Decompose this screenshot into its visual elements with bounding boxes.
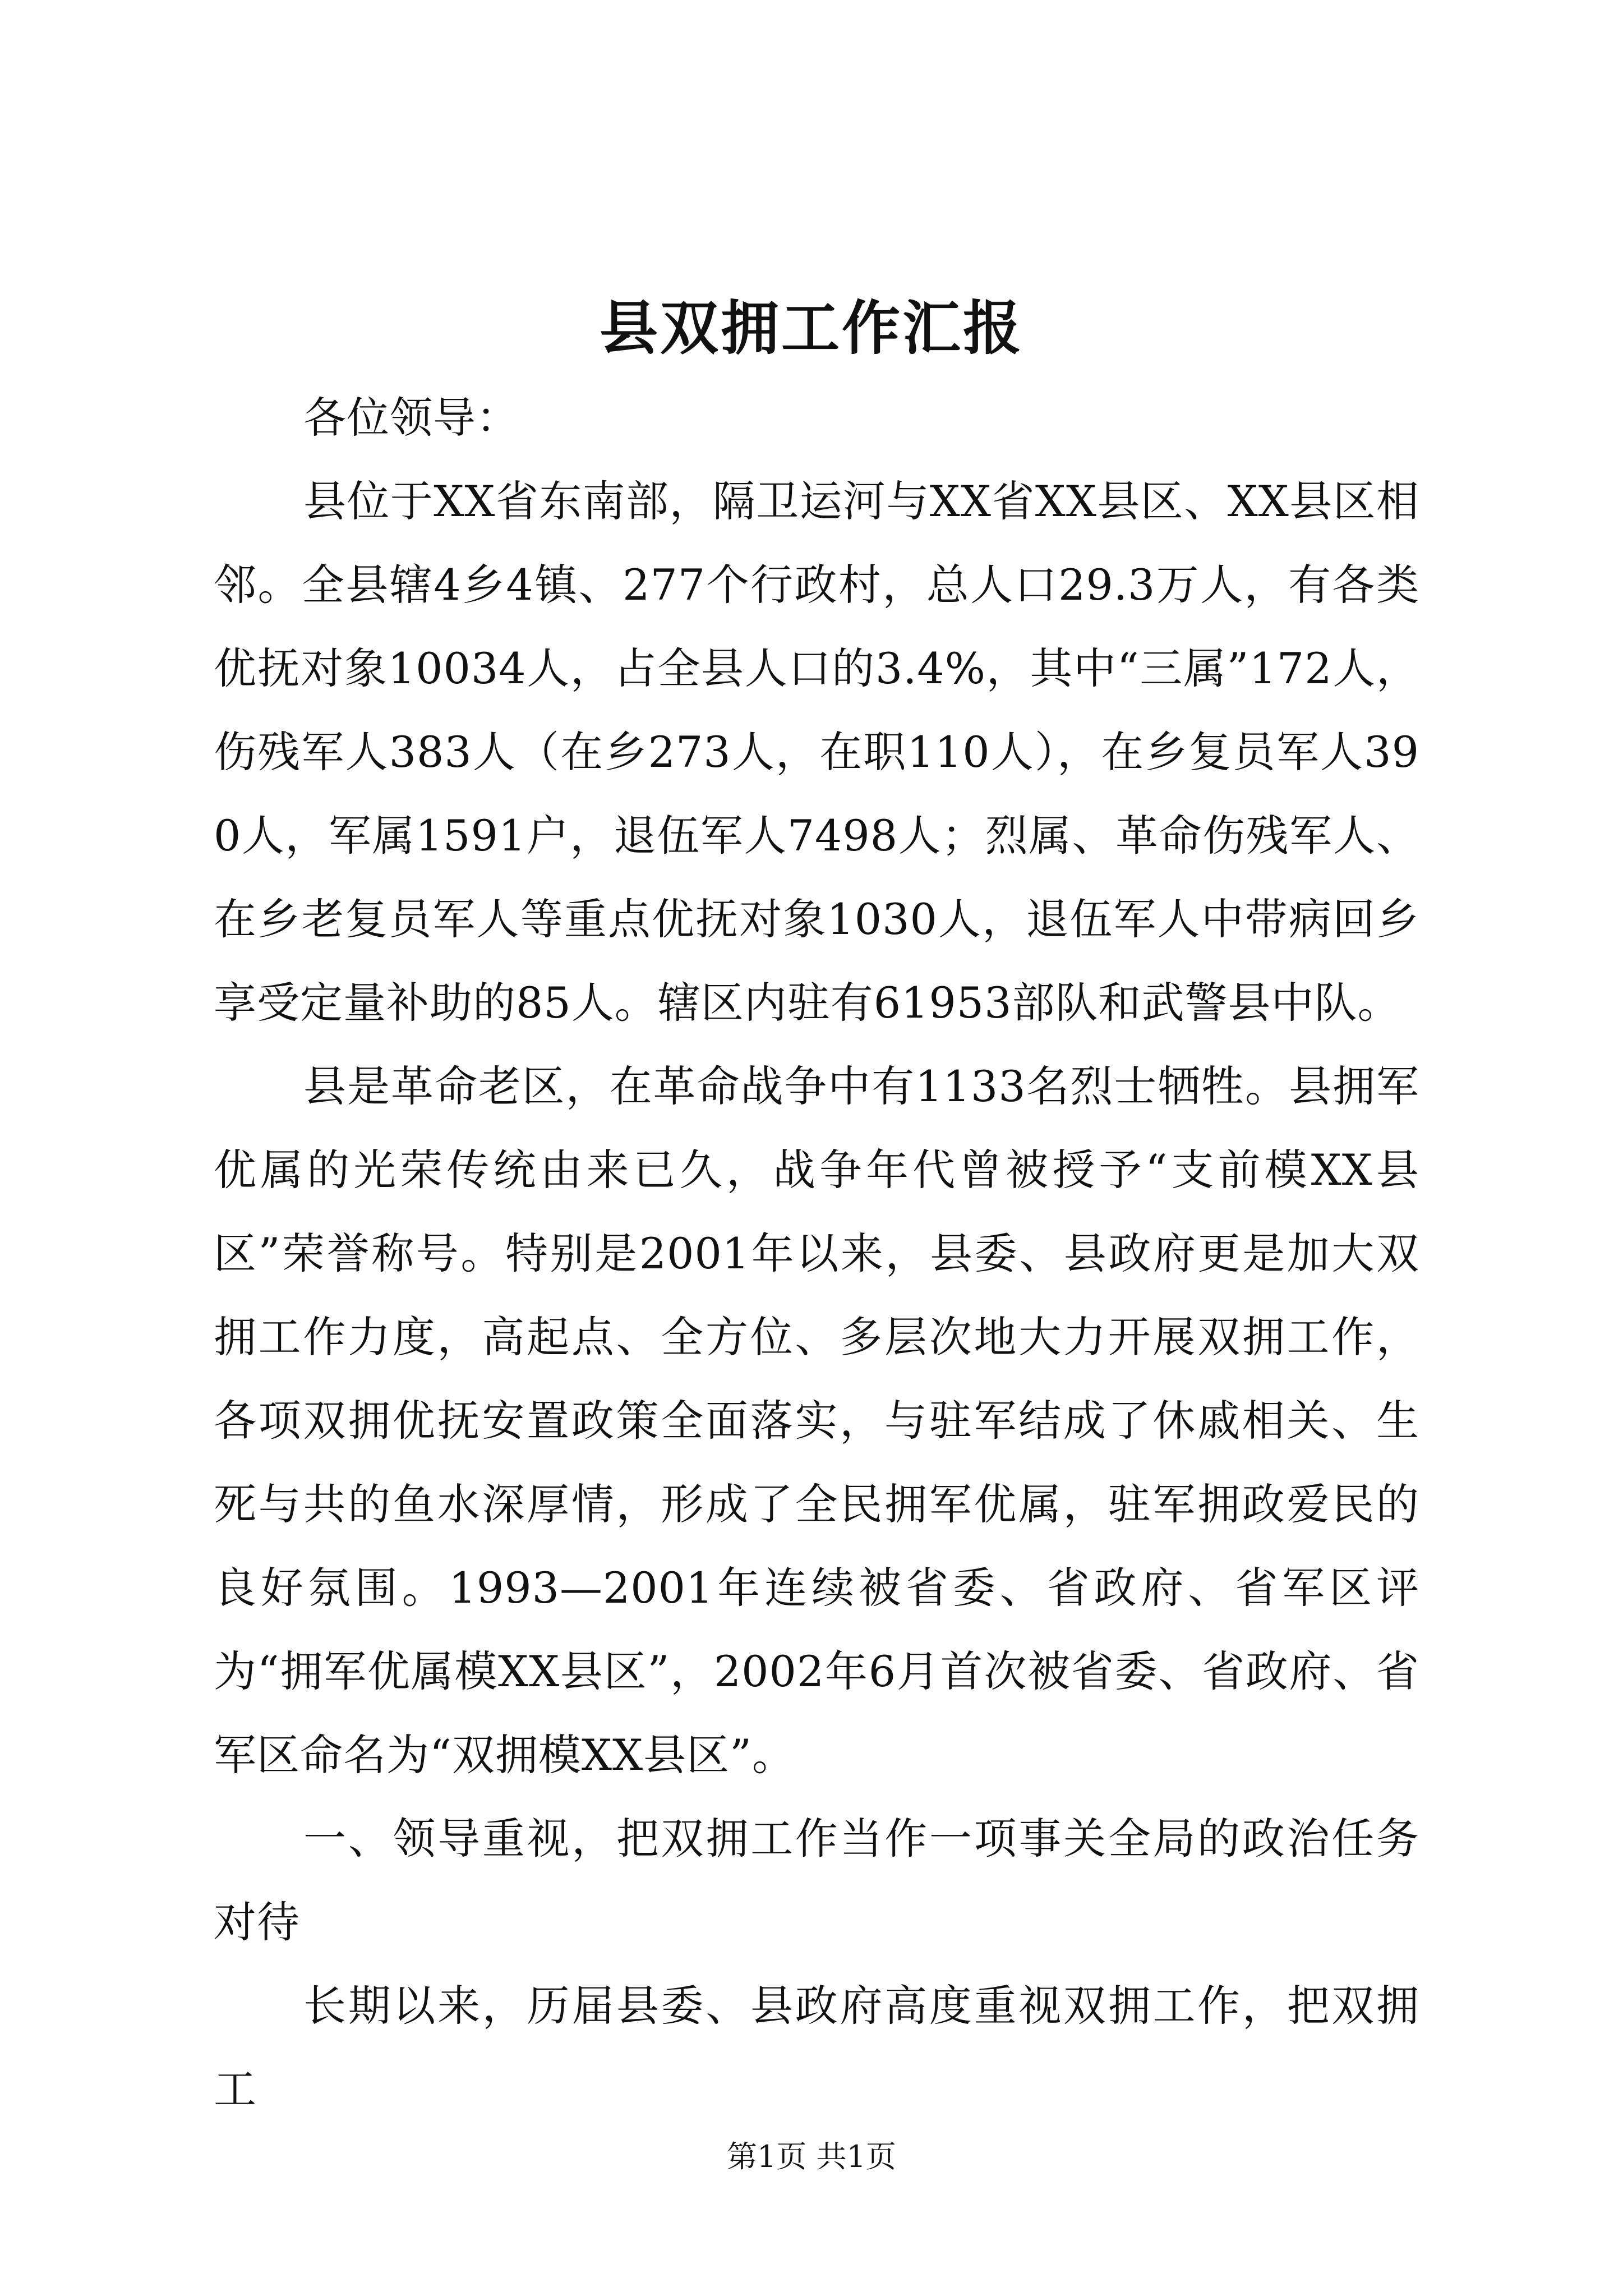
section-heading-1: 一、领导重视，把双拥工作当作一项事关全局的政治任务对待 <box>214 1814 1419 1947</box>
section-1-paragraph: 长期以来，历届县委、县政府高度重视双拥工作，把双拥工 <box>214 1981 1419 2114</box>
page-footer: 第1页 共1页 <box>727 2139 896 2174</box>
document-body <box>214 376 1419 2131</box>
history-paragraph: 县是革命老区，在革命战争中有1133名烈士牺牲。县拥军优属的光荣传统由来已久，战争年代曾被授予“支前模XX县区”荣誉称号。特别是2001年以来，县委、县政府更是加大双拥工作力度，高起点、全方位、多层次地大力开展双拥工作，各项双拥优抚安置政策全面落实，与驻军结成了休戚相关、生死与共的鱼水深厚情，形成了全民拥军优属，驻军拥政爱民的良好氛围。1993—2001年连续被省委、省政府、省军区评为“拥军优属模XX县区”，2002年6月首次被省委、省政府、省军区命名为“双拥模XX县区”。 <box>214 1061 1419 1780</box>
overview-paragraph: 县位于XX省东南部，隔卫运河与XX省XX县区、XX县区相邻。全县辖4乡4镇、277个行政村，总人口29.3万人，有各类优抚对象10034人，占全县人口的3.4%，其中“三属”172人，伤残军人383人（在乡273人，在职110人），在乡复员军人390人，军属1591户，退伍军人7498人；烈属、革命伤残军人、在乡老复员军人等重点优抚对象1030人，退伍军人中带病回乡享受定量补助的85人。辖区内驻有61953部队和武警县中队。 <box>214 476 1419 1028</box>
document-title: 县双拥工作汇报 <box>599 293 1023 362</box>
salutation-paragraph: 各位领导： <box>303 393 519 443</box>
